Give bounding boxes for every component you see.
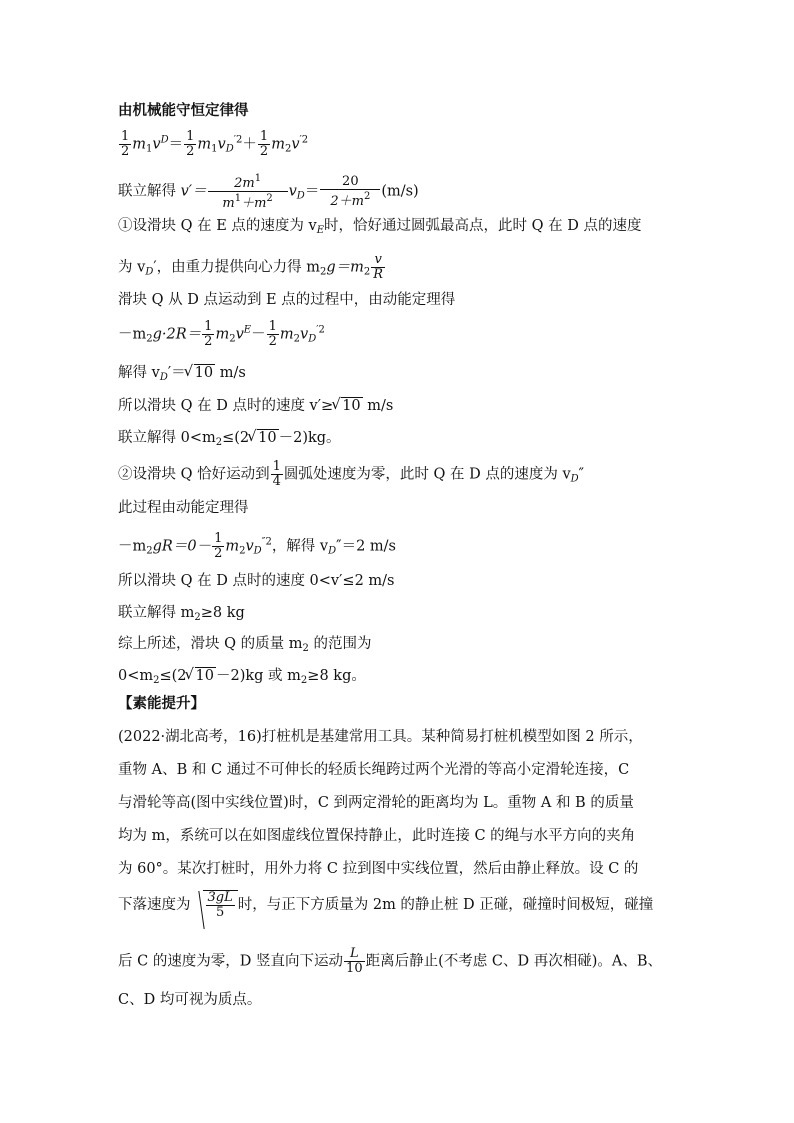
text-line-17: $0<m_2\le(2√$ 10 －2)kg 或 $m_2\ge 8$ kg。 (118, 666, 366, 691)
text-line-1: 由机械能守恒定律得 (118, 102, 249, 119)
text-line-6: 滑块 Q 从 D 点运动到 E 点的过程中，由动能定理得 (118, 292, 456, 308)
section-heading: 【素能提升】 (118, 695, 205, 712)
problem-line-3: 与滑轮等高(图中实线位置)时，C 到两定滑轮的距离均为 L。重物 A 和 B 的质量 (118, 795, 634, 811)
equation-solve-v-prime: 联立解得 v′＝ $\frac{2m^1}{m^1+m^2}$ $v_D=$ $\frac{20}{2+m^2}$ (m/s) (118, 173, 419, 211)
problem-line-6: 下落速度为 $\frac{3gL}{5}$ 时，与正下方质量为 2m 的静止桩 D 正碰，碰撞时间极短，碰撞 (118, 890, 654, 920)
text-line-11: ②设滑块 Q 恰好运动到 $\frac{1}{4}$ 圆弧处速度为零，此时 Q 在 D 点的速度为 $v_D''$ (118, 459, 585, 489)
problem-line-7: 后 C 的速度为零，D 竖直向下运动 $\frac{L}{10}$ 距离后静止(不考虑 C、D 再次相碰)。A、B、 (118, 946, 662, 976)
problem-line-5: 为 60°。某次打桩时，用外力将 C 拉到图中实线位置，然后由静止释放。设 C 的 (118, 861, 639, 877)
text-line-14: 所以滑块 Q 在 D 点时的速度 0<v′≤2 m/s (118, 573, 395, 589)
text-line-16: 综上所述，滑块 Q 的质量 $m_2$ 的范围为 (118, 636, 372, 654)
problem-line-4: 均为 m，系统可以在如图虚线位置保持静止，此时连接 C 的绳与水平方向的夹角 (118, 828, 636, 844)
problem-line-8: C、D 均可视为质点。 (118, 992, 262, 1008)
equation-work-energy-2: $-m_2gR=0-$ $\frac{1}{2}$ $m_2v_D^{''2}$，解得 $v_D''=2$ m/s (118, 531, 396, 561)
equation-centripetal: 为 $v_D'$，由重力提供向心力得 $m_2g=m_2$ $\frac{v}{R}$ (118, 252, 384, 282)
problem-line-2: 重物 A、B 和 C 通过不可伸长的轻质长绳跨过两个光滑的等高小定滑轮连接，C (118, 762, 630, 778)
text-line-10: 联立解得 $0<m_2\le(2√$ 10 －2)kg。 (118, 428, 341, 453)
text-line-15: 联立解得 $m_2\ge 8$ kg (118, 605, 245, 623)
equation-energy-conservation: $\frac{1}{2}$ $m_1v^D=$ $\frac{1}{2}$ $m_1v_D^{'2}+$ $\frac{1}{2}$ $m_2v^{'2}$ (121, 129, 309, 159)
text-line-9: 所以滑块 Q 在 D 点时的速度 v′≥√ 10 m/s (118, 396, 393, 416)
text-line-12: 此过程由动能定理得 (118, 500, 249, 516)
equation-work-energy-1: $-m_2g\cdot 2R=$ $\frac{1}{2}$ $m_2v^E-$ $\frac{1}{2}$ $m_2v_D^{'2}$ (118, 319, 325, 349)
text-line-8: 解得 $v_D'=√$ 10 m/s (118, 363, 246, 388)
problem-line-1: (2022·湖北高考，16)打桩机是基建常用工具。某种简易打桩机模型如图 2 所示， (118, 729, 643, 745)
text-line-4: ①设滑块 Q 在 E 点的速度为 $v_E$时，恰好通过圆弧最高点，此时 Q 在 D 点的速度 (118, 218, 642, 236)
